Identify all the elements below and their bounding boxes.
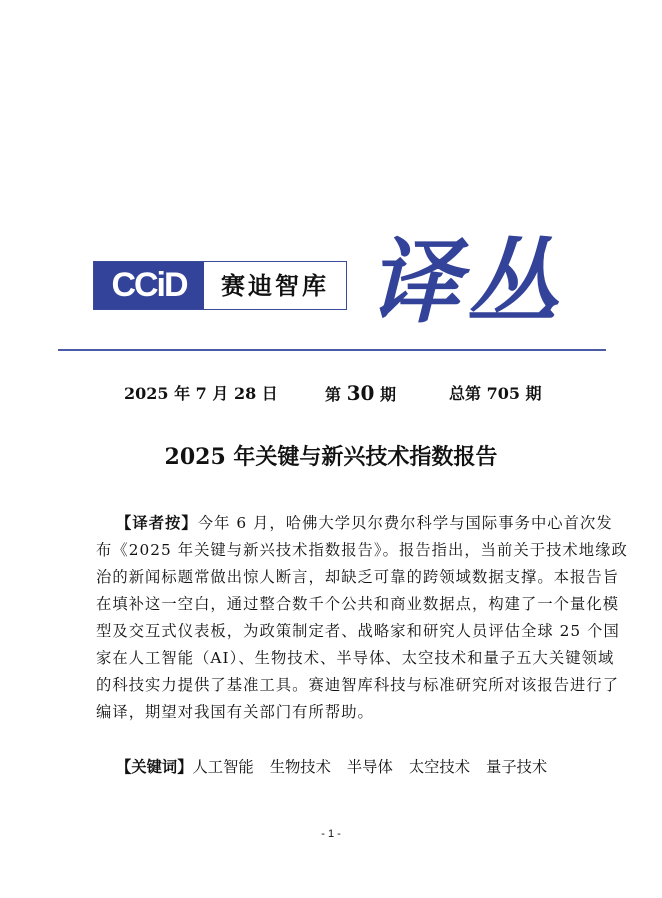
- preface-line: 在填补这一空白，通过整合数千个公共和商业数据点，构建了一个量化模: [96, 595, 620, 613]
- keywords: [116, 755, 547, 777]
- preface-line: 编译，期望对我国有关部门有所帮助。: [96, 703, 374, 721]
- keyword: 太空技术: [408, 758, 471, 776]
- issue-number-prefix: 第: [325, 385, 342, 404]
- preface-label: 【译者按】: [116, 514, 198, 532]
- keyword: 人工智能: [192, 758, 254, 776]
- masthead-title: 译丛: [368, 228, 565, 336]
- page-number: - 1 -: [321, 828, 341, 840]
- logo-brand: CCiD: [94, 262, 204, 309]
- header-divider: [58, 349, 606, 351]
- preface-line: 的科技实力提供了基准工具。赛迪智库科技与标准研究所对该报告进行了: [96, 676, 620, 694]
- preface-line: 治的新闻标题常做出惊人断言，却缺乏可靠的跨领域数据支撑。本报告旨: [96, 568, 620, 586]
- preface-line: 型及交互式仪表板，为政策制定者、战略家和研究人员评估全球 25 个国: [96, 622, 620, 640]
- issue-number-value: 30: [346, 381, 375, 405]
- keyword: 量子技术: [486, 758, 548, 776]
- preface-line: [116, 513, 613, 533]
- keywords-label: 【关键词】: [116, 758, 193, 776]
- document-title: 2025 年关键与新兴技术指数报告: [164, 444, 498, 470]
- preface-line: 布《2025 年关键与新兴技术指数报告》。报告指出，当前关于技术地缘政: [96, 541, 628, 559]
- keyword: 半导体: [346, 758, 393, 776]
- keyword: 生物技术: [269, 758, 331, 776]
- ccid-logo: [93, 261, 347, 310]
- preface-text: 今年 6 月，哈佛大学贝尔费尔科学与国际事务中心首次发: [197, 514, 613, 532]
- issue-date: 2025 年 7 月 28 日: [124, 384, 278, 403]
- preface-line: 家在人工智能（AI）、生物技术、半导体、太空技术和量子五大关键领域: [96, 649, 615, 667]
- issue-number-suffix: 期: [380, 385, 397, 404]
- issue-total: 总第 705 期: [449, 384, 542, 403]
- logo-name: 赛迪智库: [221, 271, 329, 300]
- issue-number: [325, 381, 396, 405]
